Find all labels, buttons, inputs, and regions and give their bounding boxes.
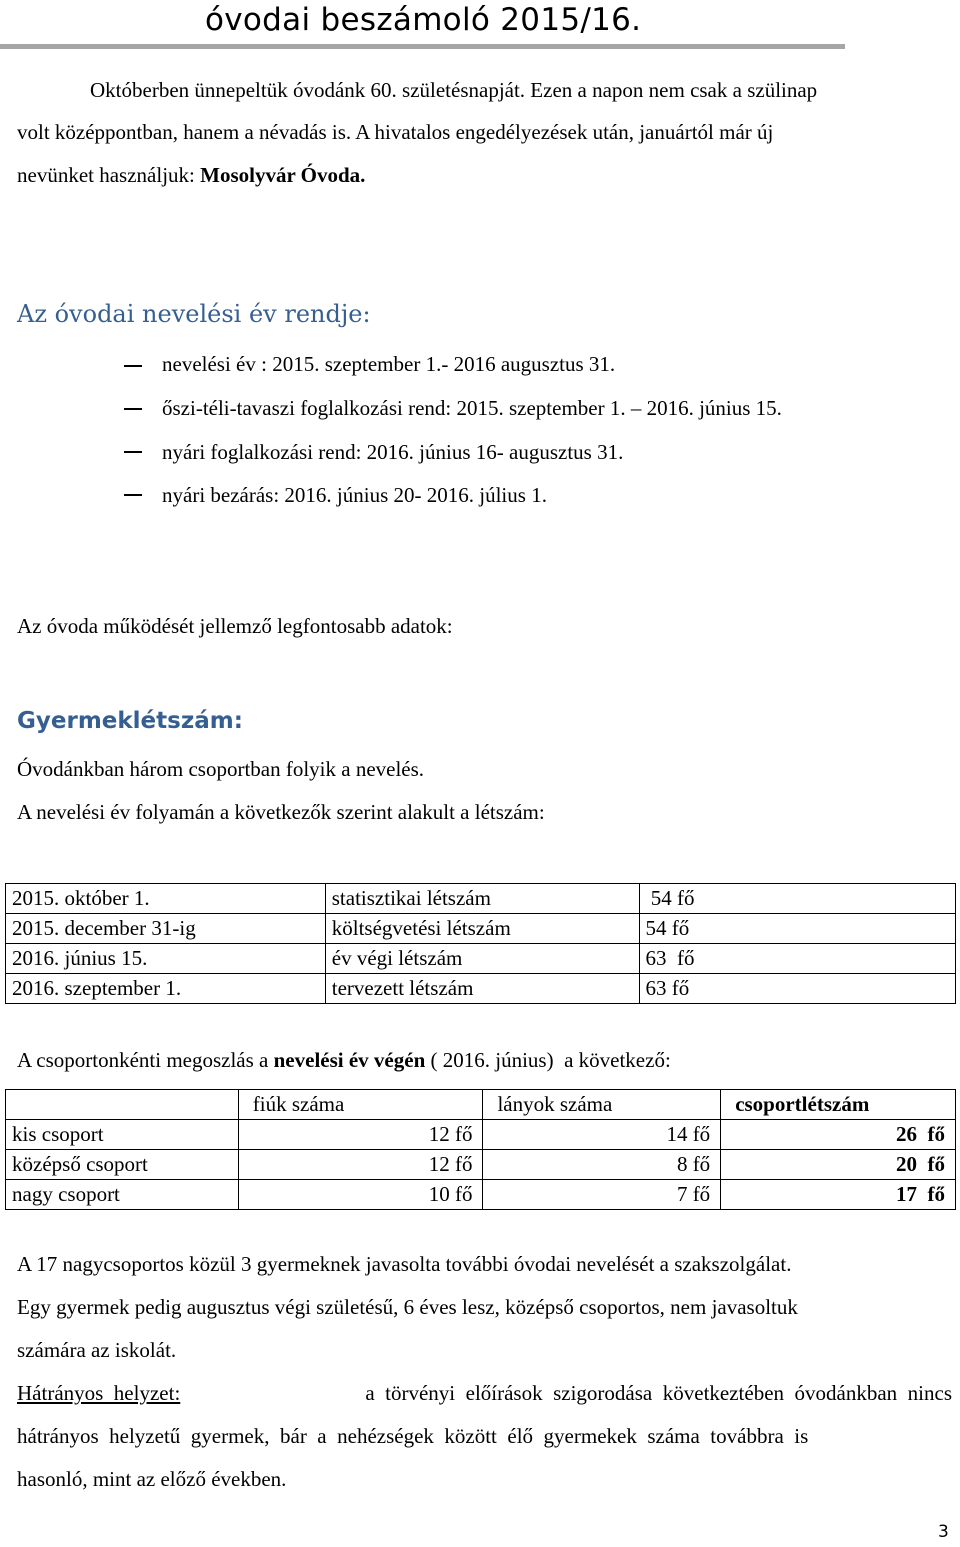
table-row [6,1120,956,1150]
schedule-item: nyári bezárás: 2016. június 20- 2016. július 1. [162,483,547,507]
distribution-text [17,1050,671,1071]
table-cell: 26 fő [721,1120,956,1150]
table-header-cell: csoportlétszám [721,1090,956,1120]
schedule-item: őszi-téli-tavaszi foglalkozási rend: 2015. szeptember 1. – 2016. június 15. [162,396,782,420]
table-cell: 63 fő [639,974,956,1004]
disadvantaged-line-2: hátrányos helyzetű gyermek, bár a nehézségek között élő gyermekek száma továbbra is [17,1424,809,1448]
bullet-dash [124,408,142,410]
table-cell: 10 fő [238,1180,483,1210]
bullet-dash [124,365,142,367]
table-cell: 2015. december 31-ig [6,914,326,944]
intro-line-3 [17,165,365,186]
disadvantaged-line-1 [17,1383,952,1404]
table-cell: kis csoport [6,1120,239,1150]
page-header-title: óvodai beszámoló 2015/16. [205,2,642,38]
distribution-suffix: ( 2016. június) a következő: [425,1048,671,1072]
intro-line-3-text: nevünket használjuk: [17,163,201,187]
table-cell: 8 fő [483,1150,721,1180]
table-header-cell: fiúk száma [238,1090,483,1120]
headcount-heading: Gyermeklétszám: [17,708,243,734]
disadvantaged-text: a törvényi előírások szigorodása következtében óvodánkban nincs [365,1381,952,1405]
data-intro: Az óvoda működését jellemző legfontosabb adatok: [17,614,453,638]
intro-line-1: Októberben ünnepeltük óvodánk 60. születésnapját. Ezen a napon nem csak a szülinap [90,78,818,102]
notes-line-1: A 17 nagycsoportos közül 3 gyermeknek javasolta további óvodai nevelését a szakszolgálat. [17,1252,792,1276]
table-cell: 2015. október 1. [6,884,326,914]
intro-line-2: volt középpontban, hanem a névadás is. A hivatalos engedélyezések után, januártól már új [17,120,774,144]
disadvantaged-label: Hátrányos helyzet: [17,1381,181,1405]
table-cell: tervezett létszám [325,974,639,1004]
table-cell: 7 fő [483,1180,721,1210]
table-header-cell: lányok száma [483,1090,721,1120]
table-cell: év végi létszám [325,944,639,974]
headcount-line-2: A nevelési év folyamán a következők szerint alakult a létszám: [17,800,545,824]
schedule-item: nyári foglalkozási rend: 2016. június 16- augusztus 31. [162,440,624,464]
bullet-dash [124,451,142,453]
table-cell: 2016. június 15. [6,944,326,974]
table-header-cell [6,1090,239,1120]
table-cell: 63 fő [639,944,956,974]
table-cell: középső csoport [6,1150,239,1180]
table-cell: költségvetési létszám [325,914,639,944]
headcount-line-1: Óvodánkban három csoportban folyik a nevelés. [17,757,425,781]
notes-line-3: számára az iskolát. [17,1338,177,1362]
bullet-dash [124,494,142,496]
page-number: 3 [938,1522,949,1542]
table-cell: 14 fő [483,1120,721,1150]
distribution-prefix: A csoportonkénti megoszlás a [17,1048,274,1072]
disadvantaged-line-3: hasonló, mint az előző években. [17,1467,287,1491]
table-row [6,1150,956,1180]
table-cell: statisztikai létszám [325,884,639,914]
table-cell: 2016. szeptember 1. [6,974,326,1004]
table-cell: 54 fő [639,914,956,944]
schedule-item: nevelési év : 2015. szeptember 1.- 2016 augusztus 31. [162,352,616,376]
distribution-bold: nevelési év végén [273,1048,426,1072]
schedule-heading: Az óvodai nevelési év rendje: [17,300,371,328]
kindergarten-name: Mosolyvár Óvoda. [200,163,366,187]
table-cell: nagy csoport [6,1180,239,1210]
table-row [6,944,956,974]
table-header-row [6,1090,956,1120]
table-cell: 12 fő [238,1150,483,1180]
table-cell: 20 fő [721,1150,956,1180]
header-divider [0,44,845,49]
table-row [6,884,956,914]
table-row [6,914,956,944]
table-cell: 54 fő [639,884,956,914]
table-cell: 17 fő [721,1180,956,1210]
headcount-table [5,883,956,1004]
notes-line-2: Egy gyermek pedig augusztus végi születésű, 6 éves lesz, középső csoportos, nem javasoltuk [17,1295,798,1319]
group-table [5,1089,956,1210]
table-row [6,1180,956,1210]
table-cell: 12 fő [238,1120,483,1150]
table-row [6,974,956,1004]
